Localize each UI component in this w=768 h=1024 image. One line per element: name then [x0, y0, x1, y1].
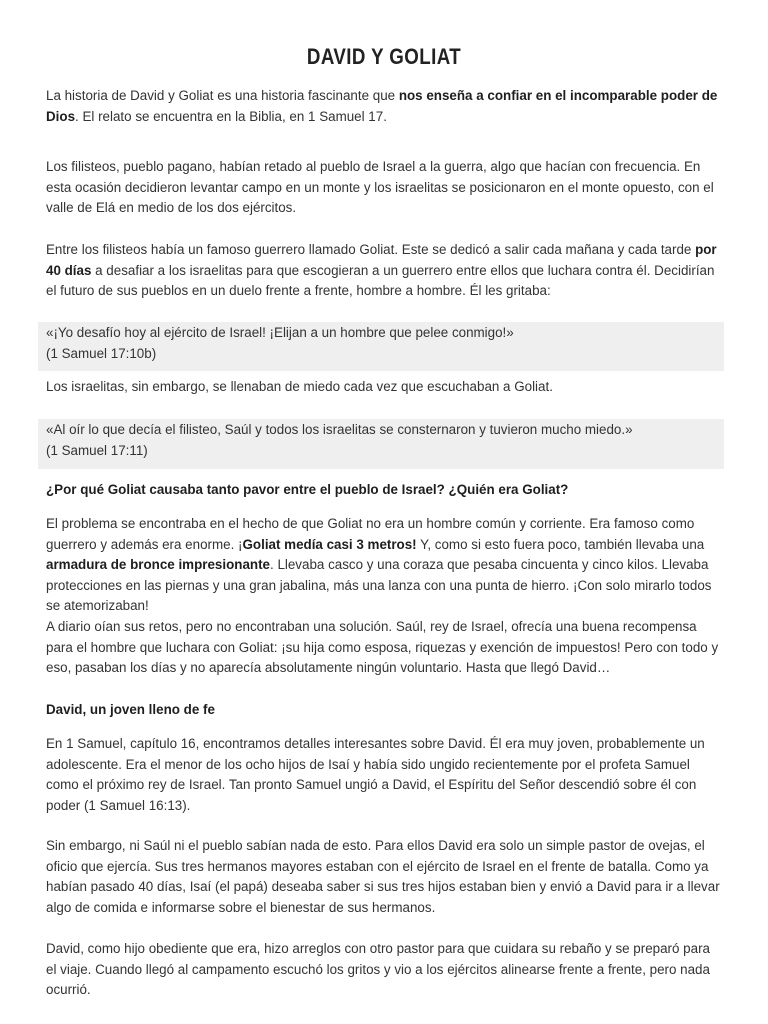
paragraph-text: El problema se encontraba en el hecho de que Goliat no era un hombre común y corriente. Era famoso como guerrero y además era enorme. ¡ — [46, 516, 695, 552]
paragraph-miedo: Los israelitas, sin embargo, se llenaban de miedo cada vez que escuchaban a Goliat. — [46, 379, 553, 394]
blockquote-1 — [38, 322, 724, 371]
emphasis-text: por 40 días — [46, 242, 717, 278]
paragraph-pastor: Sin embargo, ni Saúl ni el pueblo sabían nada de esto. Para ellos David era solo un simple pastor de ovejas, el oficio que ejercía. Sus tres hermanos mayores estaban con el ejército de Israel en el frente de batalla. Como ya habían pasado 40 días, Isaí (el papá) deseaba saber si sus tres hijos estaban bien y envió a David para ir a llevar algo de comida e informarse sobre el bienestar de sus hermanos. — [46, 838, 720, 915]
quote-reference: (1 Samuel 17:10b) — [46, 345, 157, 361]
quote-reference: (1 Samuel 17:11) — [46, 442, 148, 458]
emphasis-text: Goliat medía casi 3 metros! — [242, 536, 417, 552]
paragraph-text: . El relato se encuentra en la Biblia, en 1 Samuel 17. — [75, 108, 387, 124]
quote-text: «Al oír lo que decía el filisteo, Saúl y todos los israelitas se consternaron y tuvieron mucho miedo.» — [46, 422, 633, 437]
paragraph-text: . Llevaba casco y una coraza que pesaba cincuenta y cinco kilos. Llevaba protecciones en las piernas y una gran jabalina, más una lanza con una punta de hierro. ¡Con solo mirarlo todos se atemorizaban! — [46, 557, 712, 613]
page-title: DAVID Y GOLIAT — [306, 44, 462, 69]
paragraph-text: La historia de David y Goliat es una historia fascinante que — [46, 88, 399, 103]
paragraph-goliat-description — [46, 514, 722, 617]
section-heading-goliat: ¿Por qué Goliat causaba tanto pavor entre el pueblo de Israel? ¿Quién era Goliat? — [46, 482, 569, 497]
paragraph-text: Entre los filisteos había un famoso guerrero llamado Goliat. Este se dedicó a salir cada mañana y cada tarde — [46, 242, 696, 257]
paragraph-intro — [46, 86, 722, 127]
paragraph-retos: A diario oían sus retos, pero no encontraban una solución. Saúl, rey de Israel, ofrecía una buena recompensa para el hombre que luchara con Goliat: ¡su hija como esposa, riquezas y exención de impuestos! Pero con todo y eso, pasaban los días y no aparecía absolutamente ningún voluntario. Hasta que llegó David… — [46, 619, 719, 675]
paragraph-text: a desafiar a los israelitas para que escogieran a un guerrero entre ellos que luchara contra él. Decidirían el futuro de sus pueblos en un duelo frente a frente, hombre a hombre. Él les gritaba: — [46, 262, 715, 298]
quote-text: «¡Yo desafío hoy al ejército de Israel! ¡Elijan a un hombre que pelee conmigo!» — [46, 325, 514, 340]
emphasis-text: nos enseña a confiar en el incomparable poder de Dios — [46, 88, 718, 124]
paragraph-goliat-challenge — [46, 240, 722, 302]
paragraph-text: Y, como si esto fuera poco, también llevaba una — [416, 536, 705, 552]
paragraph-david-ungido: En 1 Samuel, capítulo 16, encontramos detalles interesantes sobre David. Él era muy joven, probablemente un adolescente. Era el menor de los ocho hijos de Isaí y había sido ungido recientemente por el profeta Samuel como el próximo rey de Israel. Tan pronto Samuel ungió a David, el Espíritu del Señor descendió sobre él con poder (1 Samuel 16:13). — [46, 736, 705, 813]
section-heading-david: David, un joven lleno de fe — [46, 702, 215, 717]
paragraph-filisteos: Los filisteos, pueblo pagano, habían retado al pueblo de Israel a la guerra, algo que hacían con frecuencia. En esta ocasión decidieron levantar campo en un monte y los israelitas se posicionaron en el monte opuesto, con el valle de Elá en medio de los dos ejércitos. — [46, 159, 714, 215]
blockquote-2 — [38, 419, 724, 469]
emphasis-text: armadura de bronce impresionante — [46, 557, 270, 572]
paragraph-viaje: David, como hijo obediente que era, hizo arreglos con otro pastor para que cuidara su rebaño y se preparó para el viaje. Cuando llegó al campamento escuchó los gritos y vio a los ejércitos alinearse frente a frente, pero nada ocurrió. — [46, 941, 710, 997]
